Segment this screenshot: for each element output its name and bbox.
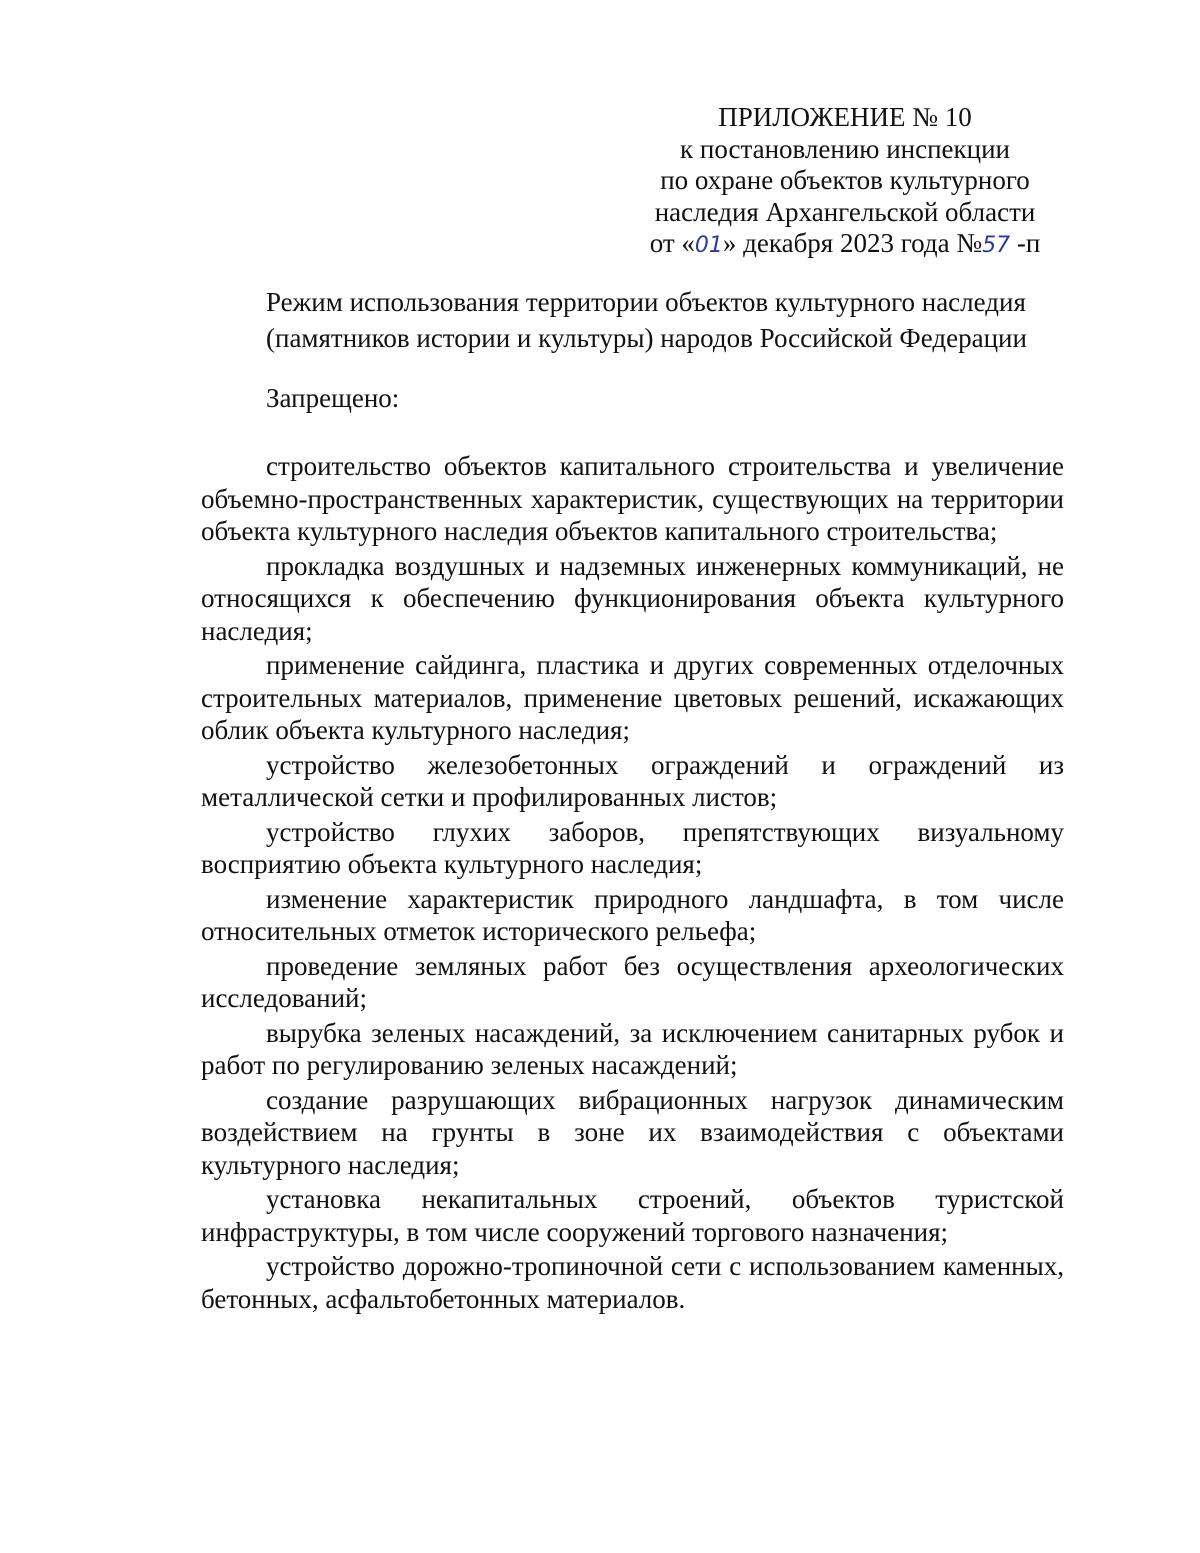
appendix-line-4: наследия Архангельской области [654,196,1036,227]
prohibitions-list [201,450,1064,1317]
prohibition-item: устройство глухих заборов, препятствующих визуальному восприятию объекта культурного наследия; [201,816,1064,879]
appendix-title: ПРИЛОЖЕНИЕ № 10 [718,102,972,132]
date-prefix: от « [649,228,695,258]
forbidden-label: Запрещено: [266,383,400,413]
handwritten-number: 57 [982,233,1011,258]
heading-line-1: Режим использования территории объектов культурного наследия [266,287,1026,317]
appendix-line-3: по охране объектов культурного [660,165,1030,195]
appendix-date-line [640,228,1050,262]
prohibition-item: создание разрушающих вибрационных нагрузок динамическим воздействием на грунты в зоне их взаимодействия с объектами культурного наследия; [201,1084,1064,1180]
prohibition-item: проведение земляных работ без осуществления археологических исследований; [201,950,1064,1013]
prohibition-item: изменение характеристик природного ландшафта, в том числе относительных отметок исторического рельефа; [201,883,1064,946]
heading-line-2: (памятников истории и культуры) народов Российской Федерации [266,323,1027,353]
appendix-line-2: к постановлению инспекции [680,133,1010,164]
document-heading [266,284,1086,356]
prohibition-item: установка некапитальных строений, объектов туристской инфраструктуры, в том числе сооружений торгового назначения; [201,1184,1064,1247]
appendix-header [640,102,1050,262]
number-suffix: -п [1010,228,1041,258]
prohibition-item: устройство дорожно-тропиночной сети с использованием каменных, бетонных, асфальтобетонных материалов. [201,1251,1064,1314]
prohibition-item: устройство железобетонных ограждений и ограждений из металлической сетки и профилированных листов; [201,749,1064,812]
prohibition-item: применение сайдинга, пластика и других современных отделочных строительных материалов, применение цветовых решений, искажающих облик объекта культурного наследия; [201,650,1064,745]
handwritten-day: 01 [694,233,723,258]
prohibition-item: строительство объектов капитального строительства и увеличение объемно-пространственных характеристик, существующих на территории объекта культурного наследия объектов капитального строительства; [201,451,1064,546]
prohibition-item: вырубка зеленых насаждений, за исключением санитарных рубок и работ по регулированию зеленых насаждений; [201,1017,1064,1080]
prohibition-item: прокладка воздушных и надземных инженерных коммуникаций, не относящихся к обеспечению функционирования объекта культурного наследия; [201,550,1064,646]
date-middle: » декабря 2023 года № [722,228,983,258]
